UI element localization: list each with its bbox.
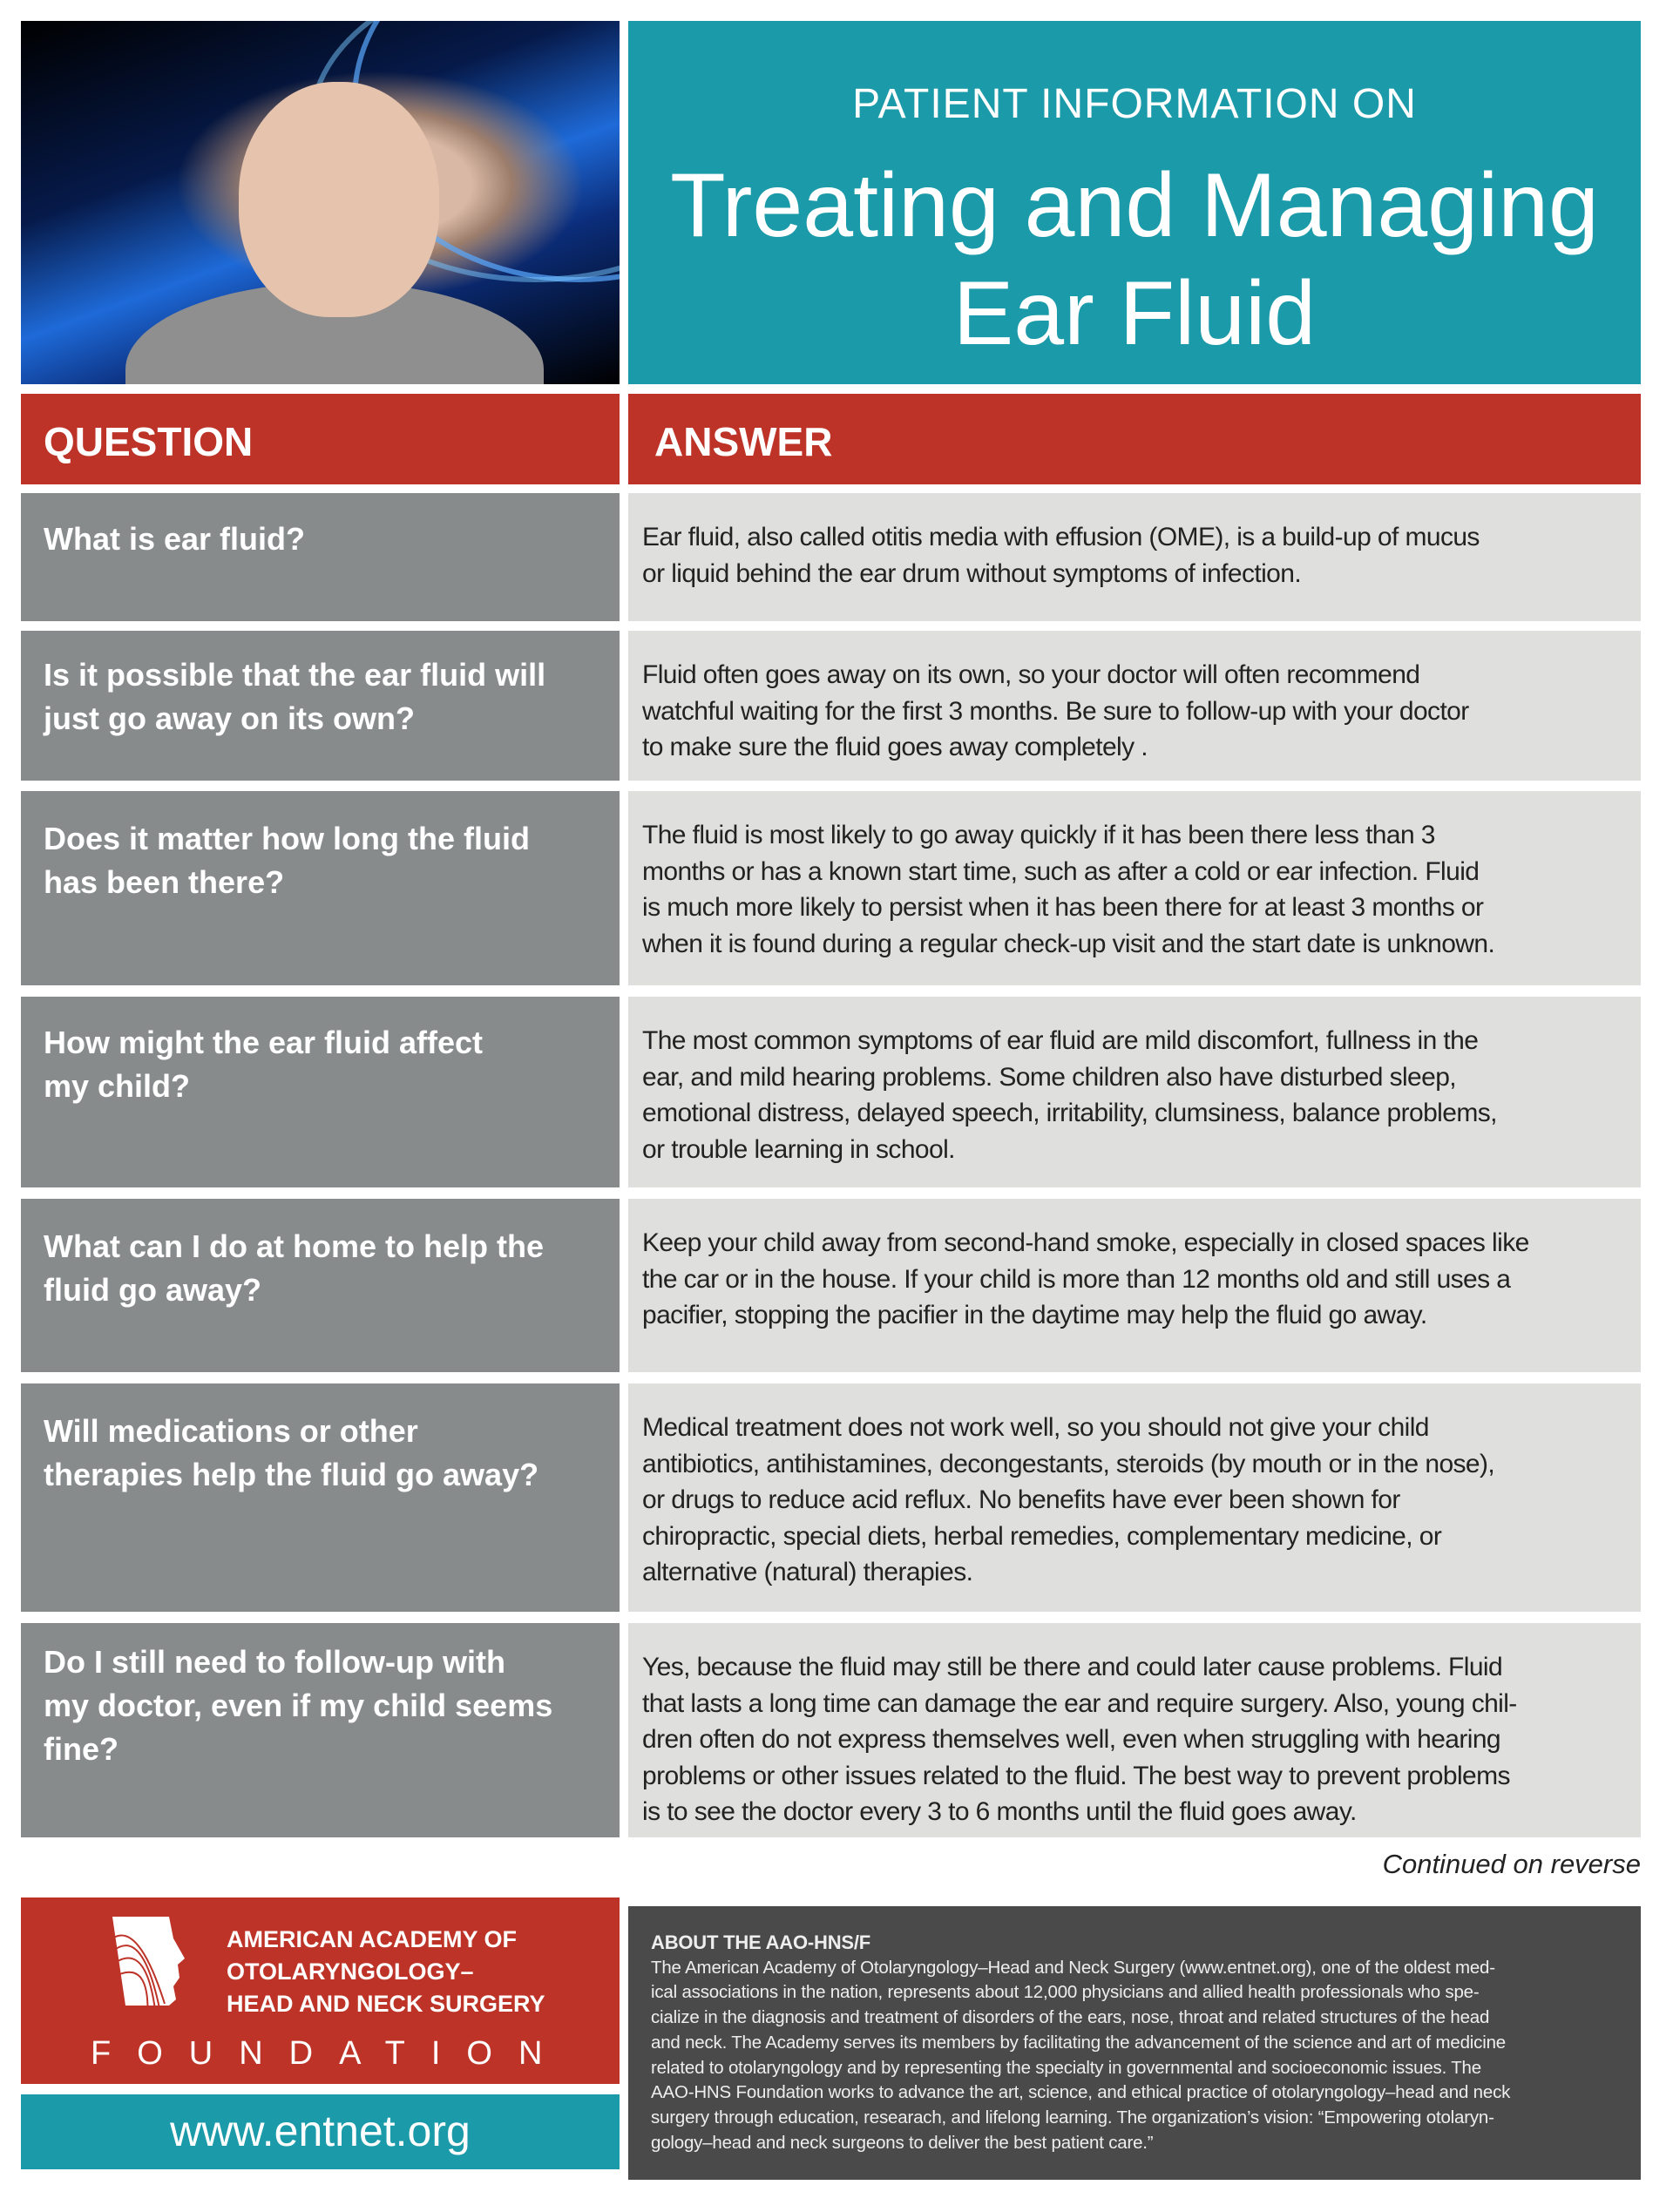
pre-title: PATIENT INFORMATION ON [852, 81, 1417, 127]
answer-cell [628, 1623, 1641, 1837]
question-text: has been there? [44, 864, 285, 900]
question-text: my child? [44, 1068, 191, 1104]
about-text: ical associations in the nation, represents about 12,000 physicians and allied health professionals who spe- [651, 1982, 1480, 2003]
question-text: What can I do at home to help the [44, 1228, 545, 1264]
about-section [628, 1906, 1641, 2180]
org-line: OTOLARYNGOLOGY– [227, 1958, 474, 1985]
answer-text: when it is found during a regular check-up visit and the start date is unknown. [642, 929, 1495, 958]
continued-note: Continued on reverse [1382, 1849, 1641, 1879]
about-text: cialize in the diagnosis and treatment of disorders of the ears, nose, throat and related structures of the head [651, 2007, 1490, 2028]
question-cell [21, 997, 620, 1187]
answer-text: chiropractic, special diets, herbal remedies, complementary medicine, or [642, 1521, 1442, 1551]
answer-text: ear, and mild hearing problems. Some children also have disturbed sleep, [642, 1062, 1457, 1092]
question-text: Will medications or other [44, 1413, 418, 1449]
answer-cell [628, 631, 1641, 781]
answer-text: or trouble learning in school. [642, 1134, 955, 1164]
answer-text: The most common symptoms of ear fluid are mild discomfort, fullness in the [642, 1026, 1479, 1055]
question-cell [21, 493, 620, 621]
answer-text: is to see the doctor every 3 to 6 months until the fluid goes away. [642, 1797, 1357, 1826]
answer-header: ANSWER [628, 394, 1641, 484]
about-text: AAO-HNS Foundation works to advance the art, science, and ethical practice of otolaryngology–head and neck [651, 2082, 1511, 2103]
question-cell [21, 1199, 620, 1372]
answer-text: alternative (natural) therapies. [642, 1558, 973, 1586]
org-name [227, 1924, 545, 2020]
answer-text: antibiotics, antihistamines, decongestants, steroids (by mouth or in the nose), [642, 1449, 1495, 1478]
answer-cell [628, 1383, 1641, 1612]
answer-text: is much more likely to persist when it has been there for at least 3 months or [642, 893, 1484, 922]
answer-text: the car or in the house. If your child is more than 12 months old and still uses a [642, 1264, 1511, 1294]
answer-text: Yes, because the fluid may still be there and could later cause problems. Fluid [642, 1653, 1503, 1681]
question-text: Is it possible that the ear fluid will [44, 657, 546, 693]
answer-text: to make sure the fluid goes away completely . [642, 733, 1148, 761]
title-line: Treating and Managing [670, 155, 1599, 256]
answer-text: or liquid behind the ear drum without symptoms of infection. [642, 558, 1302, 588]
answer-text: months or has a known start time, such as after a cold or ear infection. Fluid [642, 856, 1480, 886]
question-text: fine? [44, 1731, 119, 1767]
org-line: HEAD AND NECK SURGERY [227, 1991, 545, 2017]
question-text: my doctor, even if my child seems [44, 1688, 553, 1723]
about-text: surgery through education, researach, and lifelong learning. The organization’s vision: “Empowering otolaryn- [651, 2107, 1494, 2127]
child-ear-photo [21, 21, 620, 384]
question-text: What is ear fluid? [44, 521, 306, 557]
foundation-label: FOUNDATION [91, 2035, 569, 2072]
answer-text: Ear fluid, also called otitis media with effusion (OME), is a build-up of mucus [642, 523, 1480, 551]
answer-text: watchful waiting for the first 3 months. Be sure to follow-up with your doctor [642, 696, 1469, 726]
question-text: just go away on its own? [44, 700, 416, 736]
question-cell [21, 631, 620, 781]
question-text: Does it matter how long the fluid [44, 821, 530, 856]
org-line: AMERICAN ACADEMY OF [227, 1926, 518, 1952]
question-header: QUESTION [21, 394, 620, 484]
answer-text: Fluid often goes away on its own, so your doctor will often recommend [642, 660, 1420, 689]
question-cell [21, 1383, 620, 1612]
answer-cell [628, 997, 1641, 1187]
about-title: ABOUT THE AAO-HNS/F [651, 1931, 871, 1953]
question-text: How might the ear fluid affect [44, 1025, 484, 1060]
answer-text: The fluid is most likely to go away quickly if it has been there less than 3 [642, 821, 1435, 849]
head-profile-icon [108, 1917, 204, 2030]
answer-text: problems or other issues related to the fluid. The best way to prevent problems [642, 1761, 1510, 1790]
answer-cell [628, 791, 1641, 985]
answer-text: Medical treatment does not work well, so you should not give your child [642, 1413, 1429, 1442]
question-text: fluid go away? [44, 1272, 262, 1308]
aao-hns-logo [21, 1897, 620, 2084]
answer-cell [628, 493, 1641, 621]
about-text: gology–head and neck surgeons to deliver the best patient care.” [651, 2132, 1154, 2153]
page-title [628, 152, 1641, 368]
answer-text: emotional distress, delayed speech, irritability, clumsiness, balance problems, [642, 1099, 1497, 1127]
website-link[interactable]: www.entnet.org [21, 2094, 620, 2169]
answer-text: or drugs to reduce acid reflux. No benefits have ever been shown for [642, 1485, 1400, 1514]
question-cell [21, 791, 620, 985]
about-text: and neck. The Academy serves its members by facilitating the advancement of the science and art of medicine [651, 2032, 1506, 2053]
question-cell [21, 1623, 620, 1837]
question-text: therapies help the fluid go away? [44, 1457, 539, 1492]
title-line: Ear Fluid [952, 263, 1317, 364]
answer-text: pacifier, stopping the pacifier in the daytime may help the fluid go away. [642, 1301, 1427, 1329]
answer-text: dren often do not express themselves well, even when struggling with hearing [642, 1725, 1500, 1754]
question-text: Do I still need to follow-up with [44, 1644, 505, 1680]
answer-text: that lasts a long time can damage the ear and require surgery. Also, young chil- [642, 1688, 1517, 1718]
answer-text: Keep your child away from second-hand smoke, especially in closed spaces like [642, 1228, 1529, 1257]
about-text: related to otolaryngology and by representing the specialty in governmental and socioeconomic issues. The [651, 2057, 1481, 2078]
about-text: The American Academy of Otolaryngology–Head and Neck Surgery (www.entnet.org), one of the oldest med- [651, 1957, 1495, 1978]
title-banner [628, 21, 1641, 384]
answer-cell [628, 1199, 1641, 1372]
